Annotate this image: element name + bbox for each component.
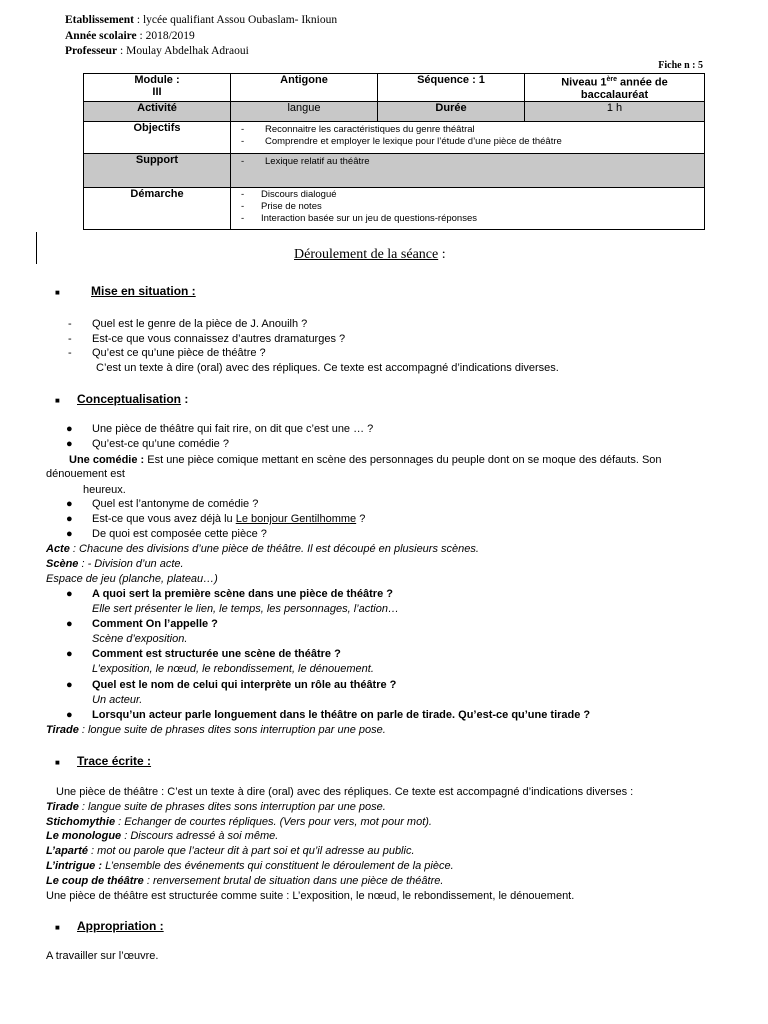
mise-item: - Qu’est ce qu’une pièce de théâtre ? bbox=[68, 347, 266, 359]
trace-intro: Une pièce de théâtre : C’est un texte à dire (oral) avec des répliques. Ce texte est accompagné d’indications diverses : bbox=[56, 786, 634, 798]
antigone-cell: Antigone bbox=[231, 74, 378, 102]
header-professeur: Professeur : Moulay Abdelhak Adraoui bbox=[65, 45, 249, 57]
espace-de-jeu: Espace de jeu (planche, plateau…) bbox=[46, 573, 218, 585]
concept-question: ● Quel est l’antonyme de comédie ? bbox=[66, 498, 259, 510]
trace-structure: Une pièce de théâtre est structurée comme suite : L’exposition, le nœud, le rebondissement, le dénouement. bbox=[46, 890, 575, 902]
mise-heading: ■ Mise en situation : bbox=[55, 284, 196, 298]
trace-heading: ■ Trace écrite : bbox=[55, 754, 152, 768]
concept-answer: Elle sert présenter le lien, le temps, les personnages, l’action… bbox=[92, 603, 399, 615]
concept-question: ● Qu’est-ce qu’une comédie ? bbox=[66, 438, 229, 450]
tirade-definition: Tirade : longue suite de phrases dites sons interruption par une pose. bbox=[46, 724, 386, 736]
scene-definition: Scène : - Division d’un acte. bbox=[46, 558, 184, 570]
trace-coup-de-theatre: Le coup de théâtre : renversement brutal de situation dans une pièce de théâtre. bbox=[46, 875, 444, 887]
demarche-list: - Discours dialogué - Prise de notes - Interaction basée sur un jeu de questions-réponses bbox=[231, 187, 705, 229]
header-annee: Année scolaire : 2018/2019 bbox=[65, 30, 195, 42]
comedie-definition-end: heureux. bbox=[83, 484, 126, 496]
concept-question: ● Est-ce que vous avez déjà lu Le bonjour Gentilhomme ? bbox=[66, 513, 366, 525]
acte-definition: Acte : Chacune des divisions d’une pièce de théâtre. Il est découpé en plusieurs scènes. bbox=[46, 543, 479, 555]
concept-question-bold: ● Lorsqu’un acteur parle longuement dans le théâtre on parle de tirade. Qu’est-ce qu’une tirade ? bbox=[66, 709, 591, 721]
concept-question-bold: ● Comment On l’appelle ? bbox=[66, 618, 218, 630]
concept-question: ● De quoi est composée cette pièce ? bbox=[66, 528, 267, 540]
sequence-cell: Séquence : 1 bbox=[378, 74, 525, 102]
appropriation-heading: ■ Appropriation : bbox=[55, 919, 164, 933]
trace-aparte: L’aparté : mot ou parole que l’acteur dit à part soi et qu’il adresse au public. bbox=[46, 845, 415, 857]
activite-value: langue bbox=[231, 101, 378, 121]
mise-item: - Est-ce que vous connaissez d’autres dramaturges ? bbox=[68, 333, 346, 345]
objectifs-label: Objectifs bbox=[84, 121, 231, 153]
concept-answer: Un acteur. bbox=[92, 694, 143, 706]
concept-question-bold: ● Quel est le nom de celui qui interprète un rôle au théâtre ? bbox=[66, 679, 397, 691]
objectifs-list: - Reconnaitre les caractéristiques du genre théâtral - Comprendre et employer le lexique pour l’étude d’une pièce de théâtre bbox=[231, 121, 705, 153]
concept-heading: ■ Conceptualisation : bbox=[55, 392, 189, 406]
trace-monologue: Le monologue : Discours adressé à soi même. bbox=[46, 830, 279, 842]
fiche-number: Fiche n : 5 bbox=[658, 60, 703, 71]
comedie-definition-cont: dénouement est bbox=[46, 468, 125, 480]
duree-label: Durée bbox=[378, 101, 525, 121]
support-label: Support bbox=[84, 153, 231, 187]
module-cell: Module : III bbox=[84, 74, 231, 102]
concept-answer: L’exposition, le nœud, le rebondissement, le dénouement. bbox=[92, 663, 374, 675]
activite-label: Activité bbox=[84, 101, 231, 121]
trace-intrigue: L’intrigue : L’ensemble des événements qui constituent le déroulement de la pièce. bbox=[46, 860, 454, 872]
mise-item: - Quel est le genre de la pièce de J. Anouilh ? bbox=[68, 318, 308, 330]
lesson-info-table bbox=[83, 73, 705, 230]
niveau-cell: Niveau 1ère année de baccalauréat bbox=[525, 74, 705, 102]
text-cursor bbox=[36, 232, 37, 264]
trace-tirade: Tirade : langue suite de phrases dites sons interruption par une pose. bbox=[46, 801, 386, 813]
duree-value: 1 h bbox=[525, 101, 705, 121]
concept-question-bold: ● A quoi sert la première scène dans une pièce de théâtre ? bbox=[66, 588, 393, 600]
trace-stichomythie: Stichomythie : Echanger de courtes répliques. (Vers pour vers, mot pour mot). bbox=[46, 816, 432, 828]
concept-question: ● Une pièce de théâtre qui fait rire, on dit que c’est une … ? bbox=[66, 423, 374, 435]
support-value: - Lexique relatif au théâtre bbox=[231, 153, 705, 187]
page-title: Déroulement de la séance : bbox=[294, 247, 446, 262]
demarche-label: Démarche bbox=[84, 187, 231, 229]
appropriation-text: A travailler sur l’œuvre. bbox=[46, 950, 159, 962]
comedie-definition: Une comédie : Est une pièce comique mettant en scène des personnages du peuple dont on se moque des défauts. Son bbox=[69, 454, 662, 466]
concept-question-bold: ● Comment est structurée une scène de théâtre ? bbox=[66, 648, 341, 660]
mise-answer: C’est un texte à dire (oral) avec des répliques. Ce texte est accompagné d’indications diverses. bbox=[96, 362, 559, 374]
header-etablissement: Etablissement : lycée qualifiant Assou Oubaslam- Iknioun bbox=[65, 14, 338, 26]
concept-answer: Scène d’exposition. bbox=[92, 633, 188, 645]
